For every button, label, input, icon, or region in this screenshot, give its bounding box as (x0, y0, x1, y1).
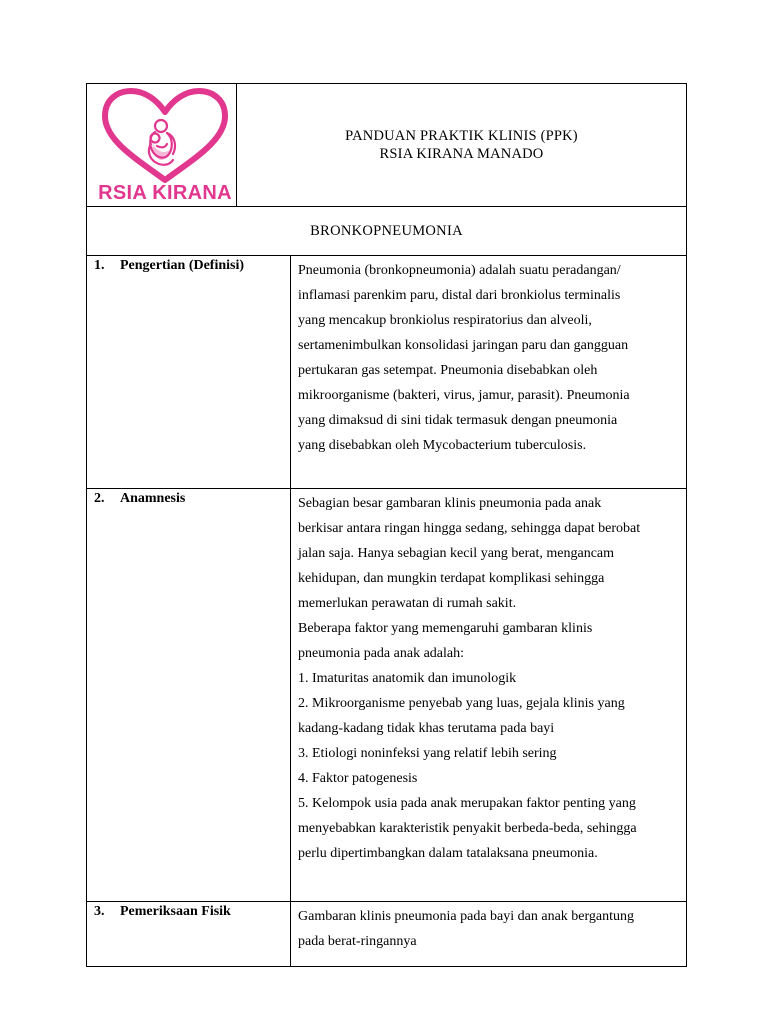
content-line: inflamasi parenkim paru, distal dari bronkiolus terminalis (298, 288, 621, 303)
document-title: PANDUAN PRAKTIK KLINIS (PPK) (345, 128, 578, 144)
section-row-definisi (87, 256, 687, 489)
topic-heading: BRONKOPNEUMONIA (87, 207, 687, 256)
section-content (291, 902, 687, 967)
content-line: sertamenimbulkan konsolidasi jaringan paru dan gangguan (298, 338, 629, 353)
content-line: pada berat-ringannya (298, 934, 417, 949)
ppk-table (86, 83, 687, 967)
hospital-logo (95, 88, 235, 206)
content-line: pneumonia pada anak adalah: (298, 646, 464, 661)
section-title: Pengertian (Definisi) (120, 258, 245, 273)
section-content (291, 489, 687, 902)
section-title: Anamnesis (120, 491, 186, 506)
list-item: 5. Kelompok usia pada anak merupakan faktor penting yang (298, 796, 636, 811)
content-line: kehidupan, dan mungkin terdapat komplikasi sehingga (298, 571, 605, 586)
content-line: berkisar antara ringan hingga sedang, sehingga dapat berobat (298, 521, 641, 536)
section-content (291, 256, 687, 489)
content-line: jalan saja. Hanya sebagian kecil yang berat, mengancam (298, 546, 615, 561)
content-line: yang dimaksud di sini tidak termasuk dengan pneumonia (298, 413, 618, 428)
section-label (87, 256, 291, 489)
section-number: 3. (94, 904, 105, 919)
section-label (87, 902, 291, 967)
list-item: 2. Mikroorganisme penyebab yang luas, gejala klinis yang (298, 696, 625, 711)
section-row-anamnesis (87, 489, 687, 902)
content-line: menyebabkan karakteristik penyakit berbeda-beda, sehingga (298, 821, 637, 836)
list-item: 1. Imaturitas anatomik dan imunologik (298, 671, 517, 686)
content-line: Pneumonia (bronkopneumonia) adalah suatu peradangan/ (298, 263, 621, 278)
content-line: mikroorganisme (bakteri, virus, jamur, parasit). Pneumonia (298, 388, 630, 403)
heart-mother-child-icon (95, 88, 235, 188)
ppk-document (86, 83, 686, 967)
list-item: 3. Etiologi noninfeksi yang relatif lebih sering (298, 746, 557, 761)
section-number: 1. (94, 258, 105, 273)
content-line: pertukaran gas setempat. Pneumonia disebabkan oleh (298, 363, 598, 378)
logo-cell (87, 84, 237, 207)
title-cell (237, 84, 687, 207)
list-item: 4. Faktor patogenesis (298, 771, 418, 786)
section-label (87, 489, 291, 902)
content-line: yang mencakup bronkiolus respiratorius dan alveoli, (298, 313, 592, 328)
content-line: memerlukan perawatan di rumah sakit. (298, 596, 517, 611)
content-line: perlu dipertimbangkan dalam tatalaksana pneumonia. (298, 846, 598, 861)
content-line: kadang-kadang tidak khas terutama pada bayi (298, 721, 555, 736)
content-line: Sebagian besar gambaran klinis pneumonia pada anak (298, 496, 602, 511)
content-line: yang disebabkan oleh Mycobacterium tuberculosis. (298, 438, 587, 453)
hospital-name: RSIA KIRANA MANADO (379, 146, 544, 162)
section-number: 2. (94, 491, 105, 506)
section-title: Pemeriksaan Fisik (120, 904, 231, 919)
content-line: Gambaran klinis pneumonia pada bayi dan anak bergantung (298, 909, 635, 924)
section-row-pemeriksaan-fisik (87, 902, 687, 967)
logo-text: RSIA KIRANA (98, 182, 232, 204)
content-line: Beberapa faktor yang memengaruhi gambaran klinis (298, 621, 593, 636)
